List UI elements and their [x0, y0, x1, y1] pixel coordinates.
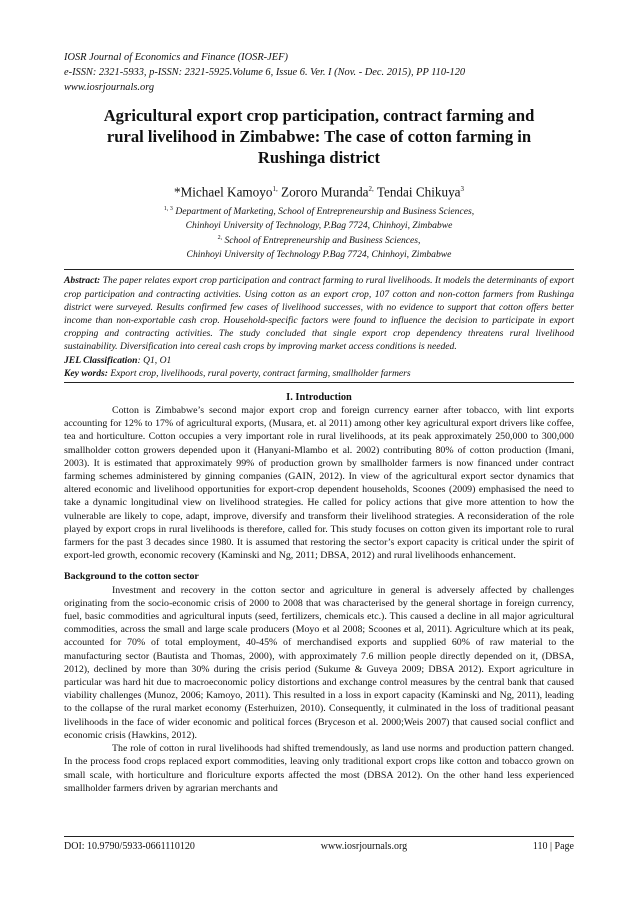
keywords: [64, 367, 574, 380]
affil-line-3: School of Entrepreneurship and Business Sciences,: [224, 235, 421, 247]
keywords-label: Key words:: [64, 367, 108, 379]
affil-line-1: Department of Marketing, School of Entrepreneurship and Business Sciences,: [175, 206, 475, 218]
issn-line: e-ISSN: 2321-5933, p-ISSN: 2321-5925.Volume 6, Issue 6. Ver. I (Nov. - Dec. 2015), PP 110-120: [64, 67, 466, 78]
affil-sup-1: 1, 3: [163, 206, 173, 213]
paper-page: [64, 50, 574, 795]
background-paragraph-2: The role of cotton in rural livelihoods had shifted tremendously, as land use norms and production pattern changed. In the process food crops replaced export commodities, leaving only traditional export crops like cotton and tobacco grown on small scale, with horticulture and floriculture exports affected the most (DBSA 2012). On the other hand less experienced smallholder farmers driven by agrarian merchants and: [64, 743, 574, 794]
footer-site[interactable]: www.iosrjournals.org: [320, 841, 408, 852]
paper-title: Agricultural export crop participation, contract farming and rural livelihood in Zimbabwe: The case of cotton farming in Rushinga district: [103, 106, 535, 167]
author-list: [64, 181, 574, 200]
affiliations: [64, 203, 574, 261]
author-3-sup: 3: [460, 185, 465, 193]
abstract-text: The paper relates export crop participation and contract farming to rural livelihoods. It models the determinants of export crop participation and contracting activities. Using cotton as an export crop, 107 cotton and non-cotton farmers from Rushinga district were surveyed. Results confirmed few cases of livelihood successes, with no evidence to support that cotton offers better income than non-exportable cash crop. Household-specific factors were found to influence the decision to participate in export cropping and contracting activities. The study concluded that single export crop dependency threatens rural livelihood sustainability. Diversification into cereal cash crops by improving market access conditions is needed.: [64, 275, 574, 353]
author-1-sup: 1,: [272, 185, 278, 193]
author-2-sup: 2,: [368, 185, 374, 193]
abstract-bottom-rule: [64, 382, 574, 383]
footer-page-number: 110 | Page: [532, 841, 574, 852]
affil-line-2: Chinhoyi University of Technology, P.Bag 7724, Chinhoyi, Zimbabwe: [185, 219, 453, 231]
jel-text: : Q1, O1: [137, 354, 172, 366]
keywords-text: Export crop, livelihoods, rural poverty, contract farming, smallholder farmers: [107, 367, 411, 379]
abstract-label: Abstract:: [64, 275, 101, 287]
jel-label: JEL Classification: [64, 354, 138, 366]
footer-rule: [64, 836, 574, 837]
jel-classification: [64, 354, 574, 367]
background-paragraph-1: Investment and recovery in the cotton sector and agriculture in general is adversely affected by challenges originating from the socio-economic crisis of 2000 to 2008 that was characterised by the general shortage in foreign currency, fuel, basic commodities and agricultural inputs (seed, fertilizers, chemicals etc.). This caused a decline in all major agricultural commodities, across the small and large scale producers (Moyo et al 2008; Scoones et al, 2011). Agriculture which at its peak, accounted for 70% of total employment, 40-45% of merchandised exports and supplied 60% of raw material to the manufacturing sector (Bautista and Thomas, 2000), with approximately 7.6 million people directly depended on it, (DBSA, 2012), declined by more than 30% during the crisis period (Sukume & Guveya 2009; DBSA 2012). Export agriculture in particular was hard hit due to macroeconomic policy distortions and exchange control measures by the central bank that caused viability challenges (Munoz, 2006; Kamoyo, 2011). This resulted in a loss in export capacity (Kaminski and Ng, 2011), leading to the collapse of the rural market economy (Esterhuizen, 2010). Consequently, it culminated in the loss of traditional peasant livelihoods in the face of wider economic and political forces (Bryceson et al. 2000;Weis 2007) that caused social conflict and economic crisis (Hawkins, 2012).: [64, 584, 574, 741]
author-2: Zororo Muranda: [277, 184, 369, 200]
abstract-top-rule: [64, 269, 574, 270]
abstract: [64, 274, 574, 353]
section-heading-introduction: I. Introduction: [286, 392, 352, 404]
author-1: *Michael Kamoyo: [173, 184, 273, 200]
intro-paragraph: Cotton is Zimbabwe’s second major export crop and foreign currency earner after tobacco, with lint exports accounting for 12% to 17% of agricultural exports, (Musara, et. al 2011) among other key agricultural export drivers like coffee, tea and horticulture. Cotton occupies a very important role in rural livelihoods, at its peak approximately 250,000 to 300,000 smallholder cotton growers depended upon it (Hanyani-Mlambo et al. 2002) contributing 80% of cotton production (Imani, 2003). It is estimated that approximately 99% of production grown by smallholder farmers is now financed under contract farming schemes administered by ginning companies (GAIN, 2012). In view of the agricultural export sector dynamics that altered economic and livelihood opportunities for export-crop dependent households, Scoones (2009) emphasised the need to take a dynamic longitudinal view on livelihood strategies. He called for policy actions that give more attention to how the vulnerable are likely to cope, adapt, improve, diversify and transform their livelihood strategies. A reconsideration of the role played by export crops in rural livelihoods is therefore, called for. This study focuses on cotton given its important role to rural farmers for the past 3 decades since 1980. It is assumed that restoring the sector’s export capacity is critical under the spirit of export-led growth, economic recovery (Kaminski and Ng, 2011; DBSA, 2012) and rural livelihoods enhancement.: [64, 405, 574, 562]
footer-doi: DOI: 10.9790/5933-0661110120: [64, 841, 195, 852]
journal-url[interactable]: www.iosrjournals.org: [64, 82, 155, 93]
subsection-heading-background: Background to the cotton sector: [64, 571, 199, 583]
page-footer: [64, 841, 574, 852]
affil-sup-2: 2,: [217, 235, 223, 242]
affil-line-4: Chinhoyi University of Technology P.Bag 7724, Chinhoyi, Zimbabwe: [186, 248, 452, 260]
author-3: Tendai Chikuya: [373, 184, 461, 200]
journal-name: IOSR Journal of Economics and Finance (IOSR-JEF): [64, 52, 288, 63]
